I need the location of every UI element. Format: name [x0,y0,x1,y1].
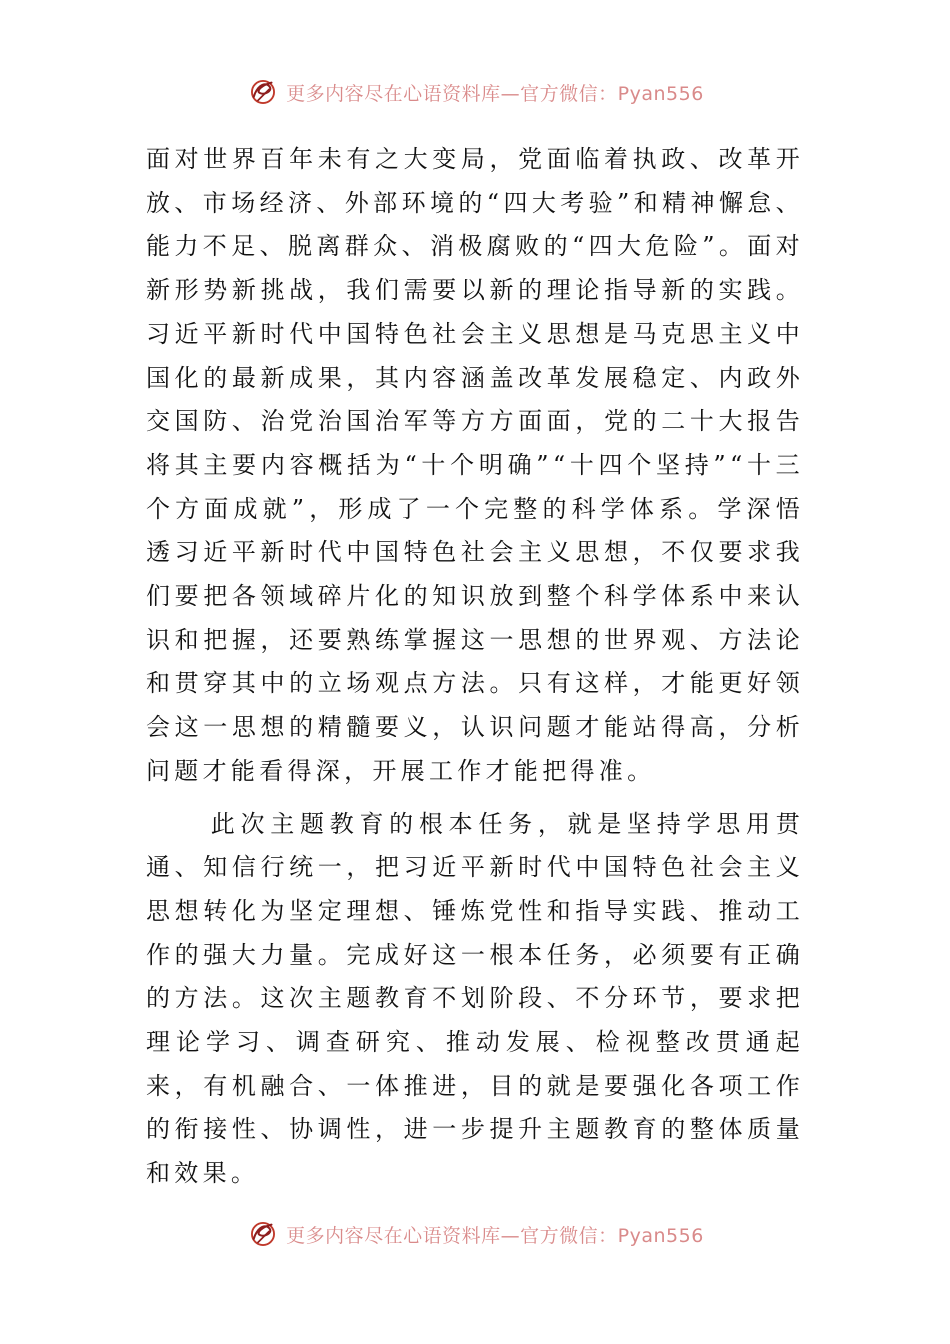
document-body [146,138,804,1208]
paragraph-2: 此次主题教育的根本任务，就是坚持学思用贯通、知信行统一，把习近平新时代中国特色社会主义思想转化为坚定理想、锤炼党性和指导实践、推动工作的强大力量。完成好这一根本任务，必须要有正确的方法。这次主题教育不划阶段、不分环节，要求把理论学习、调查研究、推动发展、检视整改贯通起来，有机融合、一体推进，目的就是要强化各项工作的衔接性、协调性，进一步提升主题教育的整体质量和效果。 [146,809,804,1188]
watermark-header [0,72,950,112]
watermark-footer [0,1214,950,1254]
paragraph-1: 面对世界百年未有之大变局，党面临着执政、改革开放、市场经济、外部环境的“四大考验”和精神懈怠、能力不足、脱离群众、消极腐败的“四大危险”。面对新形势新挑战，我们需要以新的理论指导新的实践。习近平新时代中国特色社会主义思想是马克思主义中国化的最新成果，其内容涵盖改革发展稳定、内政外交国防、治党治国治军等方方面面，党的二十大报告将其主要内容概括为“十个明确”“十四个坚持”“十三个方面成就”，形成了一个完整的科学体系。学深悟透习近平新时代中国特色社会主义思想，不仅要求我们要把各领域碎片化的知识放到整个科学体系中来认识和把握，还要熟练掌握这一思想的世界观、方法论和贯穿其中的立场观点方法。只有这样，才能更好领会这一思想的精髓要义，认识问题才能站得高，分析问题才能看得深，开展工作才能把得准。 [146,145,804,785]
signature-logo-icon [246,75,280,109]
signature-logo-icon [246,1217,280,1251]
paragraph-3 [146,1205,804,1208]
watermark-text: 更多内容尽在心语资料库—官方微信：Pyan556 [286,82,704,105]
watermark-text: 更多内容尽在心语资料库—官方微信：Pyan556 [286,1224,704,1247]
